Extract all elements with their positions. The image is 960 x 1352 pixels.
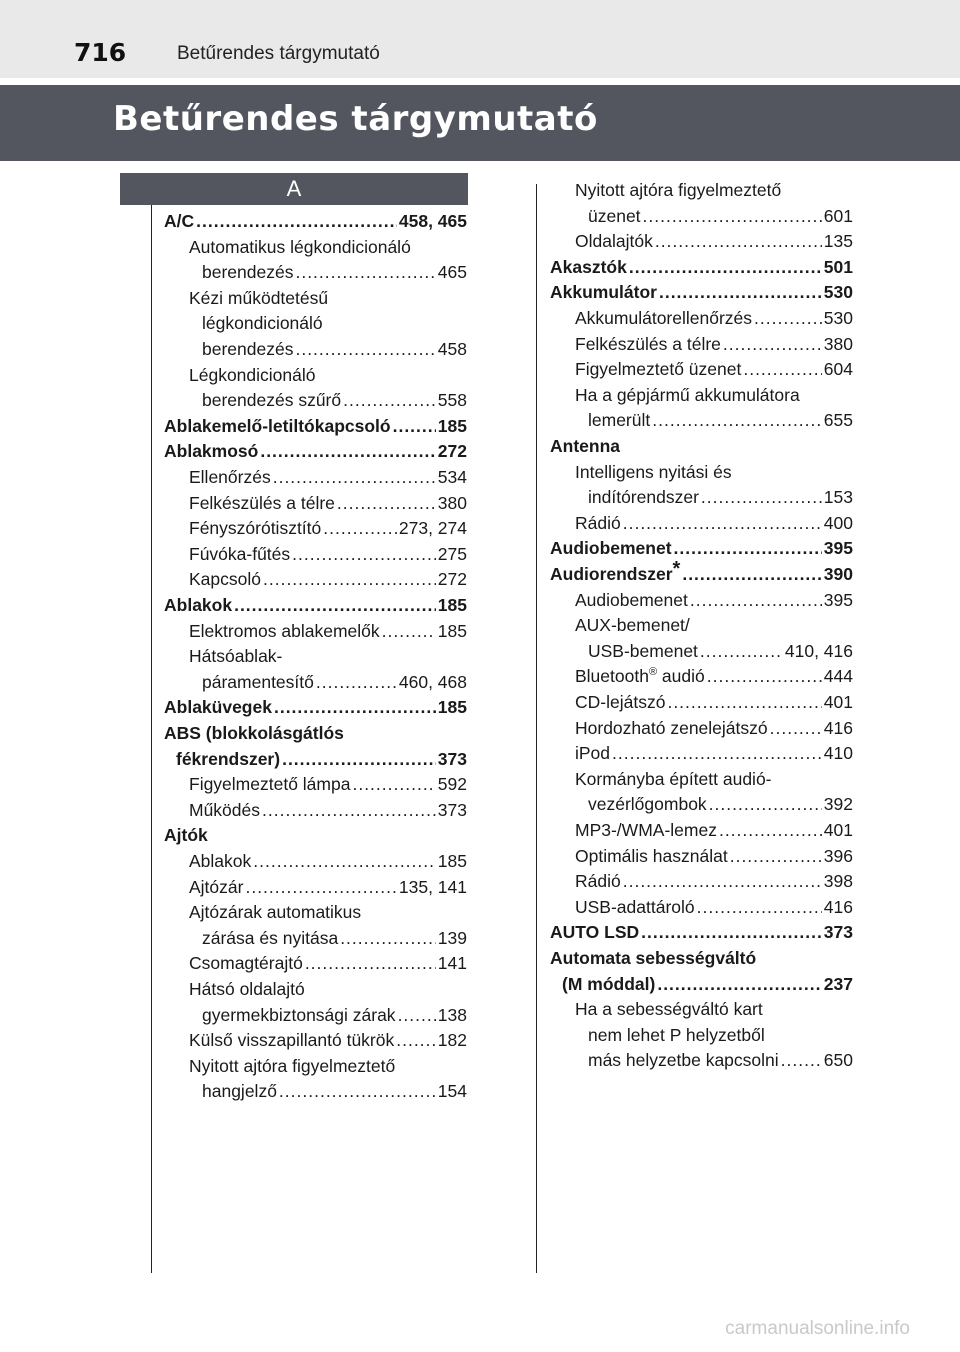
- page-number: 716: [74, 38, 127, 67]
- page-ref: 135: [823, 231, 853, 252]
- page-ref: 444: [823, 666, 853, 687]
- page-ref: 458: [437, 339, 467, 359]
- page-ref: 153: [823, 487, 853, 508]
- dot-leader: [295, 336, 435, 362]
- index-term: berendezés: [202, 262, 294, 283]
- index-entry: [189, 848, 467, 874]
- index-entry: [189, 797, 467, 823]
- dot-leader: [262, 797, 436, 823]
- index-term: Bluetooth® audió: [575, 666, 705, 687]
- index-term: Hordozható zenelejátszó: [575, 717, 768, 738]
- center-column-rule: [536, 184, 537, 1273]
- index-term: légkondicionáló: [202, 313, 323, 334]
- dot-leader: [234, 592, 436, 618]
- page-ref: 380: [437, 492, 467, 513]
- index-term: Felkészülés a télre: [575, 333, 721, 354]
- page-ref: 401: [823, 820, 853, 840]
- index-entry: [588, 203, 853, 229]
- index-term: Ajtók: [164, 825, 208, 846]
- watermark: carmanualsonline.info: [725, 1318, 910, 1339]
- index-term: Rádió: [575, 871, 621, 892]
- index-term: USB-bemenet: [588, 640, 698, 661]
- index-entry: [202, 310, 467, 336]
- page-ref: 465: [437, 262, 467, 283]
- index-term: Audiorendszer*: [550, 558, 681, 584]
- index-entry: [189, 976, 467, 1002]
- dot-leader: [770, 715, 822, 741]
- index-entry: [164, 208, 467, 234]
- dot-leader: [674, 535, 822, 561]
- index-term: Oldalajtók: [575, 231, 653, 252]
- index-entry: [164, 694, 467, 720]
- index-term: iPod: [575, 743, 611, 764]
- index-term: Hátsó oldalajtó: [189, 979, 305, 999]
- page-ref: 135, 141: [398, 876, 467, 897]
- page-ref: 501: [823, 256, 853, 277]
- index-term: Kézi működtetésű: [189, 287, 329, 308]
- page-ref: 460, 468: [398, 671, 467, 692]
- index-entry: [176, 746, 467, 772]
- dot-leader: [398, 1002, 436, 1028]
- dot-leader: [316, 669, 397, 695]
- dot-leader: [655, 228, 822, 254]
- index-entry: [588, 791, 853, 817]
- index-entry: [575, 740, 853, 766]
- index-entry: [189, 874, 467, 900]
- index-entry: [189, 464, 467, 490]
- index-entry: [202, 259, 467, 285]
- page-ref: 558: [437, 390, 467, 411]
- index-entry: [189, 618, 467, 644]
- index-entry: [202, 1078, 467, 1104]
- dot-leader: [723, 331, 822, 357]
- page-ref: 530: [823, 308, 853, 328]
- dot-leader: [295, 259, 435, 285]
- index-term: Akkumulátor: [550, 282, 657, 303]
- index-term: Ajtózárak automatikus: [189, 902, 362, 923]
- index-entry: [588, 407, 853, 433]
- page-ref: 655: [823, 410, 853, 431]
- index-term: Ellenőrzés: [189, 467, 271, 487]
- index-entry: [202, 387, 467, 413]
- index-term: Kapcsoló: [189, 569, 261, 590]
- page-ref: 272: [437, 569, 467, 590]
- dot-leader: [629, 254, 822, 280]
- page-ref: 272: [437, 441, 467, 462]
- index-entry: [189, 1053, 467, 1079]
- index-entry: [550, 919, 853, 945]
- page-ref: 182: [437, 1030, 467, 1051]
- index-entry: [189, 285, 467, 311]
- dot-leader: [690, 587, 822, 613]
- index-entry: [575, 331, 853, 357]
- index-entry: [189, 490, 467, 516]
- index-entry: [189, 1027, 467, 1053]
- index-term: Automatikus légkondicionáló: [189, 236, 411, 257]
- page-ref: 396: [823, 845, 853, 866]
- dot-leader: [343, 387, 436, 413]
- index-entry: [575, 228, 853, 254]
- dot-leader: [781, 1047, 822, 1073]
- page-ref: 139: [437, 927, 467, 948]
- dot-leader: [682, 561, 821, 587]
- page-ref: 373: [437, 799, 467, 820]
- index-term: Ablakok: [189, 851, 252, 871]
- page-ref: 400: [823, 512, 853, 533]
- page-ref: 373: [437, 748, 467, 769]
- page-ref: 395: [823, 538, 853, 559]
- page-ref: 380: [823, 333, 853, 354]
- index-term: indítórendszer: [588, 487, 699, 508]
- index-entry: [575, 817, 853, 843]
- index-entry: [562, 971, 853, 997]
- index-entry: [588, 1022, 853, 1048]
- dot-leader: [282, 746, 436, 772]
- index-entry: [202, 336, 467, 362]
- page-ref: 398: [823, 871, 853, 892]
- page-ref: 185: [437, 415, 467, 436]
- index-entry: [575, 894, 853, 920]
- index-term: Elektromos ablakemelők: [189, 620, 380, 641]
- index-entry: [202, 669, 467, 695]
- page-ref: 392: [823, 794, 853, 815]
- page-ref: 601: [823, 205, 853, 226]
- page-ref: 401: [823, 692, 853, 712]
- index-term: gyermekbiztonsági zárak: [202, 1004, 396, 1025]
- dot-leader: [263, 566, 436, 592]
- index-entry: [575, 663, 853, 689]
- index-entry: [164, 592, 467, 618]
- section-letter-header: A: [120, 173, 468, 205]
- page-ref: 185: [437, 851, 467, 871]
- index-entry: [164, 822, 467, 848]
- page-ref: 604: [823, 359, 853, 380]
- dot-leader: [707, 663, 822, 689]
- index-term: Intelligens nyitási és: [575, 461, 732, 482]
- index-term: Antenna: [550, 436, 620, 456]
- index-term: hangjelző: [202, 1081, 277, 1102]
- index-term: Légkondicionáló: [189, 364, 316, 385]
- index-term: zárása és nyitása: [202, 927, 339, 948]
- dot-leader: [274, 694, 436, 720]
- index-entry: [575, 305, 853, 331]
- index-entry: [575, 356, 853, 382]
- dot-leader: [701, 484, 822, 510]
- index-entry: [575, 996, 853, 1022]
- index-entry: [588, 1047, 853, 1073]
- index-term: Felkészülés a télre: [189, 492, 335, 513]
- index-term: lemerült: [588, 410, 651, 431]
- index-term: Fúvóka-fűtés: [189, 543, 291, 564]
- dot-leader: [700, 638, 783, 664]
- dot-leader: [253, 848, 436, 874]
- index-term: Optimális használat: [575, 845, 728, 866]
- dot-leader: [196, 208, 397, 234]
- index-entry: [575, 715, 853, 741]
- index-entry: [550, 535, 853, 561]
- index-entry: [575, 612, 853, 638]
- index-entry: [588, 638, 853, 664]
- dot-leader: [396, 1027, 436, 1053]
- page-ref: 185: [437, 620, 467, 641]
- left-column-rule: [151, 205, 152, 1273]
- page-ref: 534: [437, 467, 467, 487]
- index-entry: [575, 177, 853, 203]
- dot-leader: [697, 894, 822, 920]
- index-entry: [189, 566, 467, 592]
- dot-leader: [657, 971, 821, 997]
- dot-leader: [730, 843, 822, 869]
- page-ref: 275: [437, 543, 467, 564]
- index-entry: [164, 413, 467, 439]
- page-ref: 373: [823, 922, 853, 943]
- index-entry: [550, 945, 853, 971]
- index-entry: [575, 459, 853, 485]
- dot-leader: [667, 689, 821, 715]
- index-term: Hátsóablak-: [189, 646, 283, 667]
- dot-leader: [279, 1078, 436, 1104]
- index-entry: [189, 515, 467, 541]
- index-term: Ajtózár: [189, 876, 244, 897]
- index-term: Nyitott ajtóra figyelmeztető: [575, 180, 782, 200]
- index-entry: [575, 689, 853, 715]
- dot-leader: [641, 919, 822, 945]
- index-term: Audiobemenet: [550, 538, 672, 559]
- index-term: Figyelmeztető lámpa: [189, 774, 351, 795]
- index-term: Figyelmeztető üzenet: [575, 359, 742, 380]
- dot-leader: [340, 925, 436, 951]
- index-term: Ablakok: [164, 595, 233, 615]
- index-term: Ablaküvegek: [164, 697, 272, 718]
- index-term: Kormányba épített audió-: [575, 768, 772, 789]
- index-entry: [202, 1002, 467, 1028]
- running-head: Betűrendes tárgymutató: [177, 43, 380, 64]
- index-term: Rádió: [575, 512, 621, 533]
- index-entry: [588, 484, 853, 510]
- index-entry: [189, 234, 467, 260]
- page-ref: 185: [437, 697, 467, 718]
- index-term: AUX-bemenet/: [575, 615, 690, 636]
- index-term: Audiobemenet: [575, 589, 688, 610]
- index-term: ABS (blokkolásgátlós: [164, 723, 344, 743]
- index-term: Csomagtérajtó: [189, 953, 303, 974]
- index-term: berendezés: [202, 339, 294, 359]
- dot-leader: [709, 791, 822, 817]
- index-term: Akasztók: [550, 256, 627, 277]
- dot-leader: [245, 874, 396, 900]
- dot-leader: [323, 515, 397, 541]
- index-term: páramentesítő: [202, 671, 314, 692]
- index-term: vezérlőgombok: [588, 794, 707, 815]
- page-ref: 237: [823, 973, 853, 994]
- index-term: MP3-/WMA-lemez: [575, 820, 717, 840]
- index-entry: [575, 382, 853, 408]
- index-term: Működés: [189, 799, 261, 820]
- index-term: USB-adattároló: [575, 896, 695, 917]
- index-entry: [164, 438, 467, 464]
- dot-leader: [652, 407, 822, 433]
- index-term: CD-lejátszó: [575, 692, 666, 712]
- page-ref: 410, 416: [784, 640, 853, 661]
- index-entry: [575, 868, 853, 894]
- index-entry: [189, 950, 467, 976]
- dot-leader: [612, 740, 822, 766]
- page-ref: 416: [823, 896, 853, 917]
- index-entry: [575, 843, 853, 869]
- dot-leader: [352, 771, 435, 797]
- page-ref: 390: [823, 564, 853, 584]
- page-ref: 592: [437, 774, 467, 795]
- dot-leader: [292, 541, 436, 567]
- page-ref: 141: [437, 953, 467, 974]
- dot-leader: [393, 413, 436, 439]
- page-ref: 458, 465: [398, 211, 467, 231]
- index-entry: [550, 558, 853, 587]
- page-title: Betűrendes tárgymutató: [113, 99, 598, 139]
- dot-leader: [260, 438, 435, 464]
- index-entry: [189, 771, 467, 797]
- page-ref: 154: [437, 1081, 467, 1102]
- index-entry: [189, 362, 467, 388]
- index-term: Ha a sebességváltó kart: [575, 999, 763, 1020]
- page-ref: 273, 274: [398, 518, 467, 539]
- index-entry: [550, 254, 853, 280]
- page-ref: 185: [437, 595, 467, 615]
- index-term: üzenet: [588, 205, 641, 226]
- dot-leader: [743, 356, 821, 382]
- index-term: Nyitott ajtóra figyelmeztető: [189, 1055, 396, 1076]
- index-term: más helyzetbe kapcsolni: [588, 1050, 779, 1071]
- dot-leader: [719, 817, 822, 843]
- index-entry: [189, 541, 467, 567]
- index-entry: [575, 766, 853, 792]
- index-entry: [202, 925, 467, 951]
- index-term: Ablakmosó: [164, 441, 259, 462]
- index-term: Automata sebességváltó: [550, 948, 757, 968]
- dot-leader: [305, 950, 436, 976]
- page-ref: 530: [823, 282, 853, 303]
- index-term: Ablakemelő-letiltókapcsoló: [164, 415, 391, 436]
- header-strip: [0, 0, 960, 78]
- dot-leader: [659, 279, 822, 305]
- index-term: Ha a gépjármű akkumulátora: [575, 384, 800, 405]
- page-ref: 395: [823, 589, 853, 610]
- dot-leader: [623, 868, 822, 894]
- dot-leader: [623, 510, 822, 536]
- index-entry: [189, 899, 467, 925]
- index-term: AUTO LSD: [550, 922, 640, 943]
- index-entry: [189, 643, 467, 669]
- page-ref: 416: [823, 717, 853, 738]
- index-term: berendezés szűrő: [202, 390, 342, 411]
- dot-leader: [382, 618, 436, 644]
- index-term: Akkumulátorellenőrzés: [575, 308, 753, 328]
- index-term: nem lehet P helyzetből: [588, 1024, 765, 1045]
- dot-leader: [273, 464, 436, 490]
- index-term: Fényszórótisztító: [189, 518, 322, 539]
- page-ref: 138: [437, 1004, 467, 1025]
- page-ref: 410: [823, 743, 853, 764]
- index-term: A/C: [164, 211, 195, 231]
- index-term: fékrendszer): [176, 748, 281, 769]
- index-term: (M móddal): [562, 973, 656, 994]
- index-entry: [550, 433, 853, 459]
- index-entry: [575, 510, 853, 536]
- index-entry: [575, 587, 853, 613]
- page-ref: 650: [823, 1050, 853, 1071]
- dot-leader: [643, 203, 822, 229]
- dot-leader: [754, 305, 822, 331]
- title-bar: [0, 85, 960, 161]
- index-term: Külső visszapillantó tükrök: [189, 1030, 395, 1051]
- index-entry: [164, 720, 467, 746]
- index-entry: [550, 279, 853, 305]
- dot-leader: [337, 490, 436, 516]
